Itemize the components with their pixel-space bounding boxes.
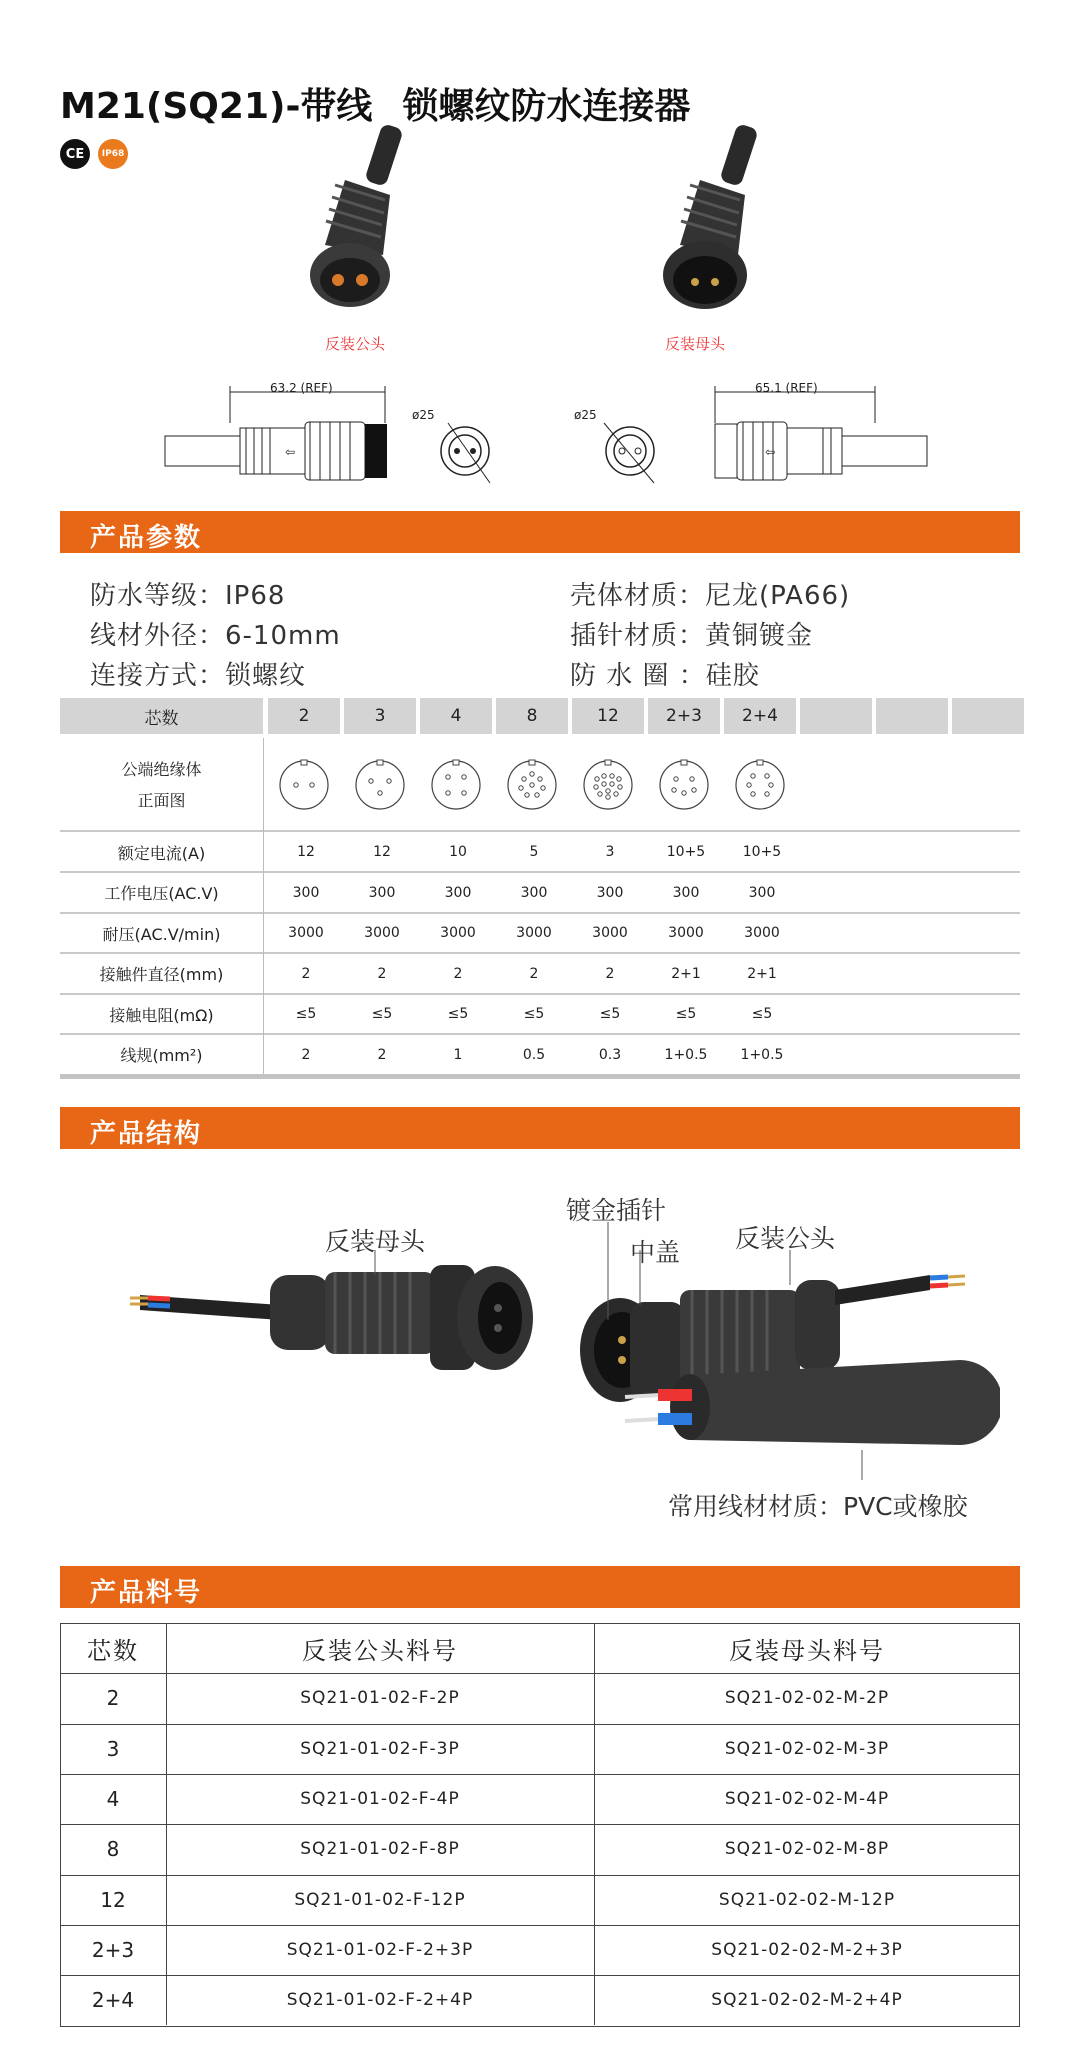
section-partnumbers-title: 产品料号 bbox=[90, 1578, 203, 1608]
spec-cell: 300 bbox=[520, 884, 548, 901]
female-connector-photo bbox=[650, 125, 790, 325]
pin-face-diagram bbox=[353, 758, 407, 812]
male-photo-caption: 反装公头 bbox=[324, 335, 385, 353]
spec-cell: 2 bbox=[301, 965, 311, 982]
structure-leader-lines bbox=[0, 1150, 1080, 1490]
part-table-cell: SQ21-01-02-F-3P bbox=[300, 1738, 460, 1759]
ip68-badge: IP68 bbox=[98, 139, 128, 169]
male-structure-label: 反装公头 bbox=[735, 1224, 836, 1253]
spec-cell: 2+1 bbox=[671, 965, 701, 982]
spec-cell: 300 bbox=[672, 884, 700, 901]
spec-cell: 10 bbox=[449, 844, 467, 860]
spec-cell: 3000 bbox=[516, 925, 552, 941]
part-table-cell: SQ21-01-02-F-2+4P bbox=[286, 1990, 474, 2011]
spec-face-label-line: 公端绝缘体 bbox=[121, 760, 202, 779]
spec-cell: 12 bbox=[297, 844, 315, 860]
spec-cell: 10+5 bbox=[666, 844, 706, 860]
part-table-cell: 12 bbox=[100, 1887, 126, 1912]
part-table-cell: SQ21-01-02-F-8P bbox=[300, 1839, 460, 1860]
spec-cell: 10+5 bbox=[742, 844, 782, 860]
spec-cell: ≤5 bbox=[599, 1006, 621, 1022]
part-table-header-cell: 芯数 bbox=[87, 1636, 139, 1665]
spec-cell: 3000 bbox=[364, 925, 400, 941]
spec-header-core: 2+3 bbox=[648, 698, 720, 734]
section-partnumbers-header bbox=[60, 1566, 1020, 1608]
param-waterproof: 防水等级：IP68 bbox=[90, 581, 286, 611]
dimension-drawings bbox=[160, 378, 940, 493]
param-connection: 连接方式：锁螺纹 bbox=[90, 661, 307, 691]
ce-mark-badge: CE bbox=[60, 139, 90, 169]
section-structure-header bbox=[60, 1107, 1020, 1149]
part-table-cell: 2+4 bbox=[91, 1988, 135, 2013]
right-diameter-dimension: ø25 bbox=[574, 408, 597, 422]
spec-cell: ≤5 bbox=[447, 1006, 469, 1022]
pin-face-diagram bbox=[505, 758, 559, 812]
spec-row-label: 线规(mm²) bbox=[60, 1036, 263, 1074]
title-model: M21(SQ21)-带线 bbox=[60, 86, 373, 127]
pin-face-diagram bbox=[581, 758, 635, 812]
spec-cell: 3000 bbox=[288, 925, 324, 941]
spec-cell: ≤5 bbox=[523, 1006, 545, 1022]
part-table-cell: SQ21-02-02-M-2+4P bbox=[711, 1990, 903, 2011]
page-title bbox=[60, 78, 690, 129]
spec-cell: ≤5 bbox=[371, 1006, 393, 1022]
spec-cell: 12 bbox=[373, 844, 391, 860]
left-diameter-dimension: ø25 bbox=[412, 408, 435, 422]
section-params-title: 产品参数 bbox=[90, 523, 203, 553]
cable-material-label: 常用线材材质：PVC或橡胶 bbox=[668, 1492, 968, 1521]
spec-cell: 300 bbox=[292, 884, 320, 901]
part-table-cell: SQ21-02-02-M-12P bbox=[718, 1889, 896, 1910]
spec-cell: ≤5 bbox=[751, 1006, 773, 1022]
part-table-cell: 2 bbox=[106, 1686, 120, 1711]
spec-cell: 2 bbox=[453, 965, 463, 982]
male-connector-photo bbox=[295, 125, 435, 325]
spec-cell: 2 bbox=[301, 1046, 311, 1063]
part-table-cell: SQ21-02-02-M-2P bbox=[724, 1688, 890, 1709]
spec-header-core: 8 bbox=[496, 698, 568, 734]
part-table-cell: SQ21-01-02-F-4P bbox=[300, 1789, 460, 1810]
spec-header-core: 2+4 bbox=[724, 698, 796, 734]
spec-row-label: 接触电阻(mΩ) bbox=[60, 995, 263, 1033]
left-length-dimension: 63.2 (REF) bbox=[270, 381, 333, 395]
spec-row-label: 额定电流(A) bbox=[60, 833, 263, 871]
part-table-cell: SQ21-01-02-F-2+3P bbox=[286, 1939, 474, 1960]
female-structure-label: 反装母头 bbox=[325, 1227, 426, 1256]
svg-text:⇦: ⇦ bbox=[285, 445, 296, 459]
spec-cell: 2 bbox=[529, 965, 539, 982]
spec-header-core bbox=[952, 698, 1024, 734]
spec-cell: 3000 bbox=[744, 925, 780, 941]
spec-row-label: 工作电压(AC.V) bbox=[60, 874, 263, 912]
part-table-cell: SQ21-02-02-M-3P bbox=[724, 1738, 890, 1759]
spec-cell: 300 bbox=[444, 884, 472, 901]
spec-cell: 300 bbox=[596, 884, 624, 901]
spec-cell: 300 bbox=[368, 884, 396, 901]
spec-cell: 2 bbox=[377, 965, 387, 982]
gold-pin-label: 镀金插针 bbox=[566, 1196, 667, 1225]
spec-cell: ≤5 bbox=[675, 1006, 697, 1022]
spec-cell: 300 bbox=[748, 884, 776, 901]
spec-header-label: 芯数 bbox=[60, 698, 263, 734]
spec-row-label: 耐压(AC.V/min) bbox=[60, 914, 263, 952]
spec-cell: 1 bbox=[453, 1046, 463, 1063]
spec-cell: 0.5 bbox=[522, 1046, 546, 1063]
spec-cell: 1+0.5 bbox=[664, 1046, 708, 1063]
spec-cell: 2 bbox=[377, 1046, 387, 1063]
param-cable-od: 线材外径：6-10mm bbox=[90, 621, 341, 651]
pin-face-diagram bbox=[429, 758, 483, 812]
part-table-column-divider bbox=[166, 1623, 167, 2025]
part-table-cell: 2+3 bbox=[91, 1937, 135, 1962]
param-pin: 插针材质：黄铜镀金 bbox=[570, 621, 814, 651]
spec-header-core bbox=[800, 698, 872, 734]
spec-face-label bbox=[60, 738, 263, 830]
spec-face-label-line: 正面图 bbox=[137, 791, 186, 810]
spec-cell: 2 bbox=[605, 965, 615, 982]
part-table-column-divider bbox=[594, 1623, 595, 2025]
spec-row-label: 接触件直径(mm) bbox=[60, 955, 263, 993]
spec-header-core: 3 bbox=[344, 698, 416, 734]
female-photo-caption: 反装母头 bbox=[664, 335, 725, 353]
spec-cell: 3000 bbox=[440, 925, 476, 941]
spec-cell: 3000 bbox=[668, 925, 704, 941]
spec-cell: 5 bbox=[529, 844, 539, 860]
part-table-cell: SQ21-02-02-M-4P bbox=[724, 1789, 890, 1810]
part-table-cell: 8 bbox=[106, 1837, 120, 1862]
spec-cell: 1+0.5 bbox=[740, 1046, 784, 1063]
part-table-cell: SQ21-01-02-F-2P bbox=[300, 1688, 460, 1709]
spec-header-core: 2 bbox=[268, 698, 340, 734]
part-table-cell: SQ21-01-02-F-12P bbox=[294, 1889, 466, 1910]
spec-header-core bbox=[876, 698, 948, 734]
pin-face-diagram bbox=[657, 758, 711, 812]
part-table-cell: SQ21-02-02-M-2+3P bbox=[711, 1939, 903, 1960]
param-seal: 防 水 圈 ：硅胶 bbox=[570, 661, 760, 691]
spec-cell: 2+1 bbox=[747, 965, 777, 982]
section-params-header bbox=[60, 511, 1020, 553]
part-table-header-cell: 反装公头料号 bbox=[302, 1636, 458, 1665]
spec-divider bbox=[60, 830, 1020, 832]
pin-face-diagram bbox=[277, 758, 331, 812]
spec-bottom-bar bbox=[60, 1074, 1020, 1079]
spec-cell: 0.3 bbox=[598, 1046, 622, 1063]
section-structure-title: 产品结构 bbox=[90, 1119, 203, 1149]
right-length-dimension: 65.1 (REF) bbox=[755, 381, 818, 395]
title-desc: 锁螺纹防水连接器 bbox=[402, 86, 691, 127]
spec-header-core: 4 bbox=[420, 698, 492, 734]
svg-text:⇦: ⇦ bbox=[765, 445, 776, 459]
spec-cell: 3 bbox=[605, 844, 615, 860]
spec-column-divider bbox=[263, 738, 264, 1074]
part-table-cell: SQ21-02-02-M-8P bbox=[724, 1839, 890, 1860]
part-table-cell: 4 bbox=[106, 1787, 120, 1812]
spec-cell: ≤5 bbox=[295, 1006, 317, 1022]
middle-cap-label: 中盖 bbox=[630, 1238, 681, 1267]
param-housing: 壳体材质：尼龙(PA66) bbox=[570, 581, 851, 611]
part-table-header-cell: 反装母头料号 bbox=[729, 1636, 885, 1665]
spec-cell: 3000 bbox=[592, 925, 628, 941]
spec-header-core: 12 bbox=[572, 698, 644, 734]
part-table-cell: 3 bbox=[106, 1736, 120, 1761]
pin-face-diagram bbox=[733, 758, 787, 812]
